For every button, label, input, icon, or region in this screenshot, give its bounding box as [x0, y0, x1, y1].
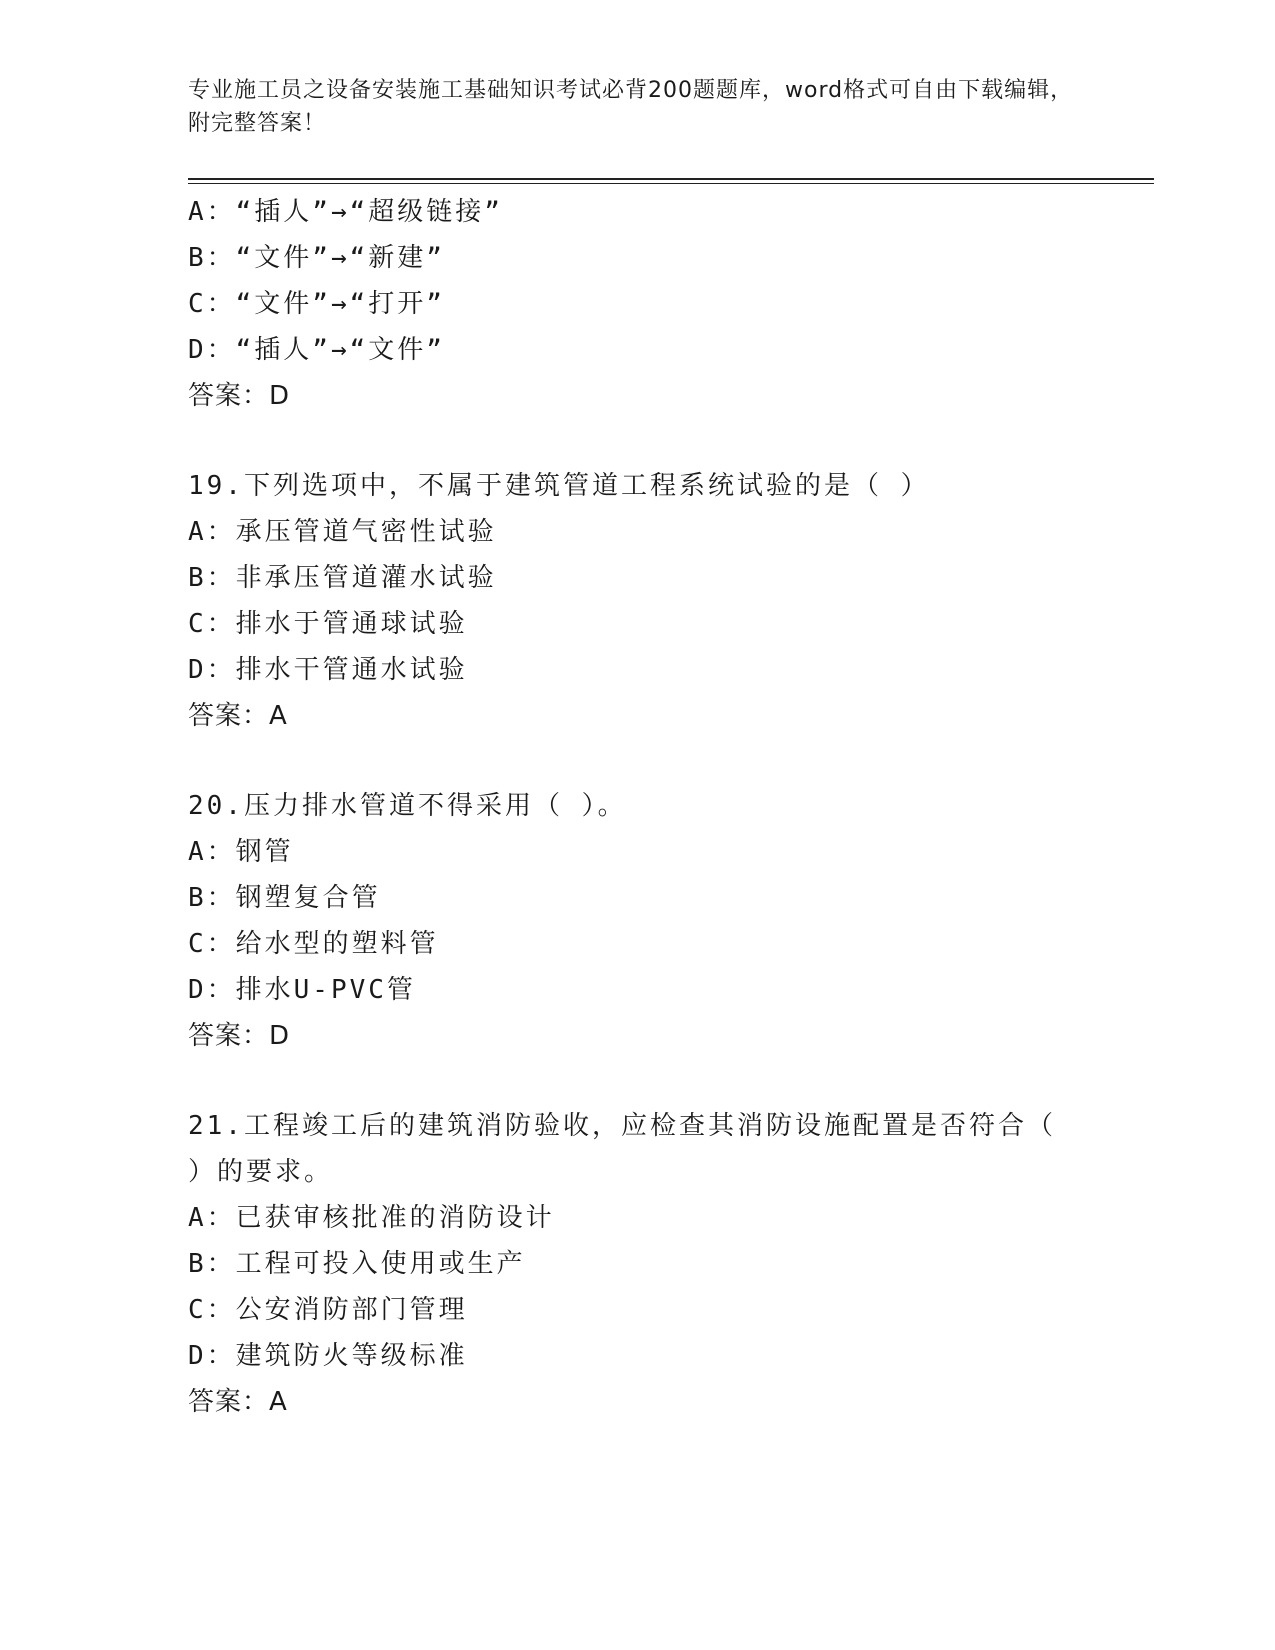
question-list	[188, 189, 1088, 1425]
question-20	[188, 783, 1088, 1059]
question-18	[188, 189, 1088, 419]
answer-line: 答案：A	[188, 701, 288, 731]
option-d: D：建筑防火等级标准	[188, 1341, 468, 1371]
question-stem: 19.下列选项中，不属于建筑管道工程系统试验的是（ ）	[188, 471, 930, 501]
option-a: A：承压管道气密性试验	[188, 517, 497, 547]
question-19	[188, 463, 1088, 739]
option-b: B：工程可投入使用或生产	[188, 1249, 526, 1279]
answer-line: 答案：D	[188, 381, 291, 411]
option-a: A：已获审核批准的消防设计	[188, 1203, 555, 1233]
spacer	[188, 419, 1088, 463]
header-divider-thick	[188, 178, 1154, 180]
option-c: C：给水型的塑料管	[188, 929, 439, 959]
spacer	[188, 739, 1088, 783]
header-divider-thin	[188, 183, 1154, 184]
option-d: D：排水U-PVC管	[188, 975, 416, 1005]
question-stem: 20.压力排水管道不得采用（ ）。	[188, 791, 627, 821]
spacer	[188, 1059, 1088, 1103]
option-b: B：钢塑复合管	[188, 883, 381, 913]
option-d: D：“插人”→“文件”	[188, 335, 445, 365]
option-c: C：“文件”→“打开”	[188, 289, 445, 319]
answer-line: 答案：D	[188, 1021, 291, 1051]
option-a: A：钢管	[188, 837, 294, 867]
answer-line: 答案：A	[188, 1387, 288, 1417]
option-d: D：排水干管通水试验	[188, 655, 468, 685]
option-b: B：“文件”→“新建”	[188, 243, 445, 273]
question-stem-line-2: ）的要求。	[188, 1157, 334, 1187]
option-b: B：非承压管道灌水试验	[188, 563, 497, 593]
question-21	[188, 1103, 1088, 1425]
option-a: A：“插人”→“超级链接”	[188, 197, 503, 227]
question-stem-line-1: 21.工程竣工后的建筑消防验收，应检查其消防设施配置是否符合（	[188, 1111, 1056, 1141]
option-c: C：排水于管通球试验	[188, 609, 468, 639]
option-c: C：公安消防部门管理	[188, 1295, 468, 1325]
document-header: 专业施工员之设备安装施工基础知识考试必背200题题库，word格式可自由下载编辑，附完整答案！	[188, 78, 1074, 136]
